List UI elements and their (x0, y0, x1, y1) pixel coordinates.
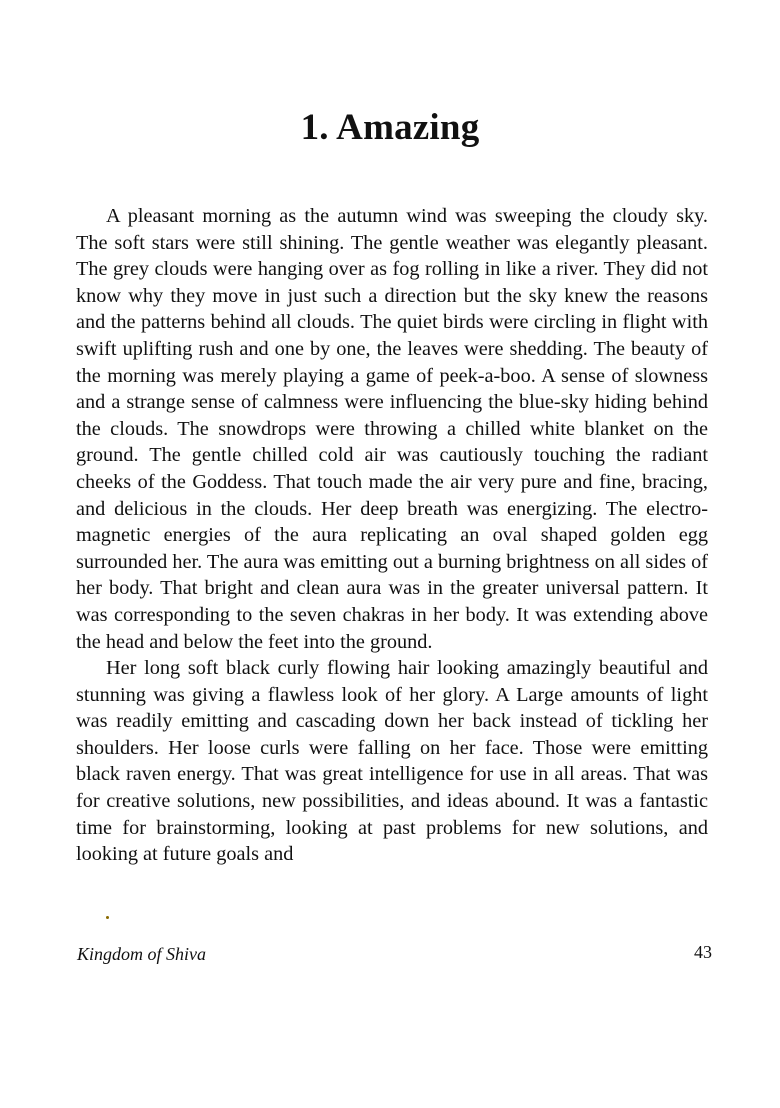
stray-ink-mark (106, 916, 109, 919)
chapter-title: 1. Amazing (300, 107, 480, 148)
paragraph-1: A pleasant morning as the autumn wind was sweeping the cloudy sky. The soft stars were still shining. The gentle weather was elegantly pleasant. The grey clouds were hanging over as fog rolling in like a river. They did not know why they move in just such a direction but the sky knew the reasons and the patterns behind all clouds. The quiet birds were circling in flight with swift uplifting rush and one by one, the leaves were shedding. The beauty of the morning was merely playing a game of peek-a-boo. A sense of slowness and a strange sense of calmness were influencing the blue-sky hiding behind the clouds. The snowdrops were throwing a chilled white blanket on the ground. The gentle chilled cold air was cautiously touching the radiant cheeks of the Goddess. That touch made the air very pure and fine, bracing, and delicious in the clouds. Her deep breath was energizing. The electro-magnetic energies of the aura replicating an oval shaped golden egg surrounded her. The aura was emitting out a burning brightness on all sides of her body. That bright and clean aura was in the greater universal pattern. It was corresponding to the seven chakras in her body. It was extending above the head and below the feet into the ground. (76, 205, 708, 653)
body-text (76, 203, 708, 868)
page-number: 43 (694, 942, 712, 962)
paragraph-2: Her long soft black curly flowing hair looking amazingly beautiful and stunning was giving a flawless look of her glory. A Large amounts of light was readily emitting and cascading down her back instead of tickling her shoulders. Her loose curls were falling on her face. Those were emitting black raven energy. That was great intelligence for use in all areas. That was for creative solutions, new possibilities, and ideas abound. It was a fantastic time for brainstorming, looking at past problems for new solutions, and looking at future goals and (76, 657, 708, 866)
running-footer-book-title: Kingdom of Shiva (77, 944, 206, 964)
